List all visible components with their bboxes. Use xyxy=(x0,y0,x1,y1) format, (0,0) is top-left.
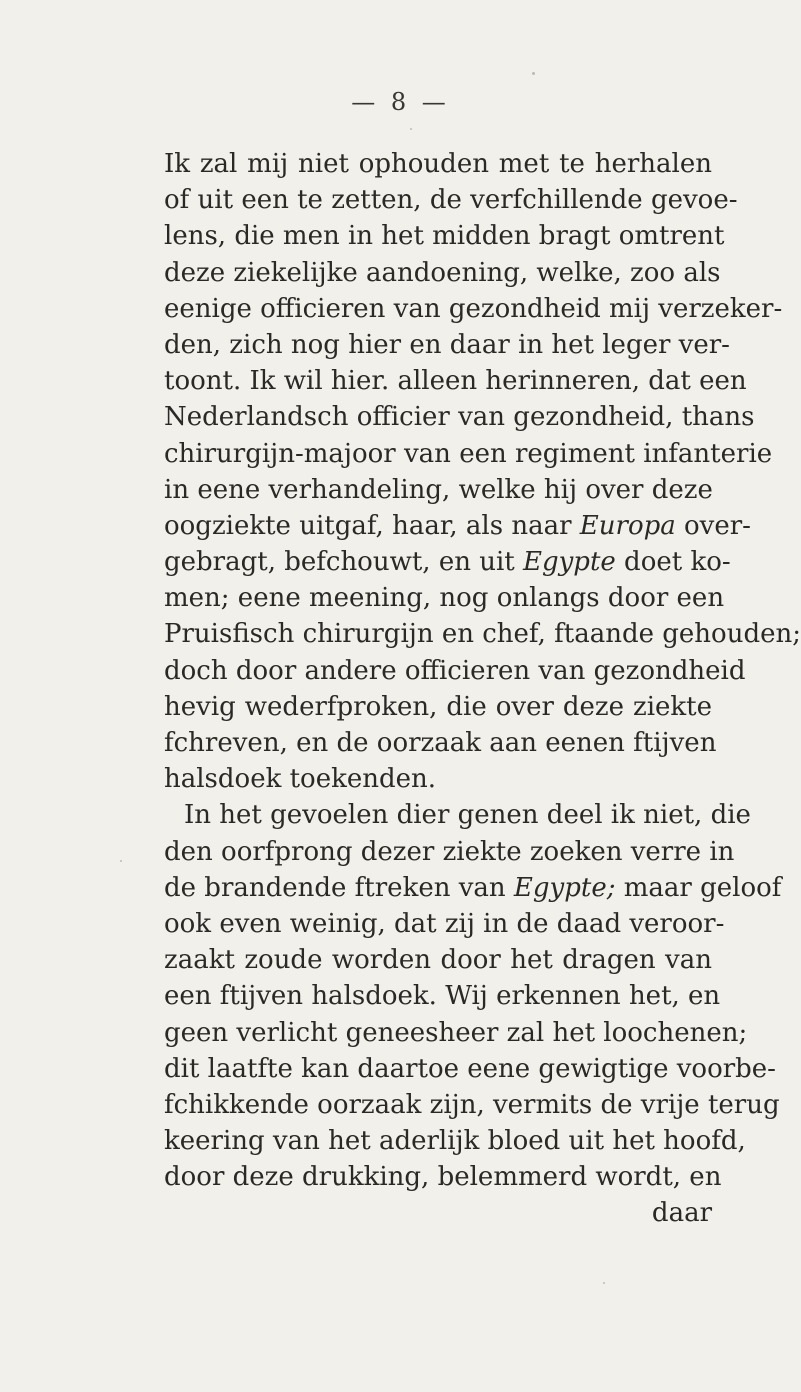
text-line: hevig wederfproken, die over deze ziekte xyxy=(164,691,712,722)
text-segment: gebragt, befchouwt, en uit xyxy=(164,547,523,578)
paper-speck xyxy=(120,860,122,862)
text-line: den oorfprong dezer ziekte zoeken verre in xyxy=(164,836,735,867)
text-line: door deze drukking, belemmerd wordt, en xyxy=(164,1162,722,1193)
paper-speck xyxy=(410,128,412,130)
text-line: ook even weinig, dat zij in de daad veroor- xyxy=(164,908,725,939)
text-line: Nederlandsch officier van gezondheid, thans xyxy=(164,402,755,433)
text-line: in eene verhandeling, welke hij over deze xyxy=(164,474,713,505)
text-line xyxy=(164,508,751,544)
text-line: Ik zal mij niet ophouden met te herhalen xyxy=(164,149,712,179)
text-segment: maar geloof xyxy=(615,872,782,903)
text-segment: doet ko- xyxy=(615,547,731,578)
text-segment: de brandende ftreken van xyxy=(164,872,514,903)
text-line: halsdoek toekenden. xyxy=(164,764,437,795)
paper-speck xyxy=(603,1282,605,1284)
text-line: eenige officieren van gezondheid mij verzeker- xyxy=(164,293,783,324)
text-line: een ftijven halsdoek. Wij erkennen het, en xyxy=(164,981,721,1012)
text-line: den, zich nog hier en daar in het leger ver- xyxy=(164,329,730,360)
text-line: dit laatfte kan daartoe eene gewigtige voorbe- xyxy=(164,1053,776,1084)
text-line: keering van het aderlijk bloed uit het hoofd, xyxy=(164,1126,746,1157)
text-line: fchikkende oorzaak zijn, vermits de vrije terug xyxy=(164,1089,780,1120)
text-segment: over- xyxy=(675,510,751,541)
text-line xyxy=(164,544,731,580)
text-line: men; eene meening, nog onlangs door een xyxy=(164,583,725,614)
text-line: zaakt zoude worden door het dragen van xyxy=(164,945,712,976)
italic-place-name: Egypte xyxy=(523,547,616,578)
text-line: fchreven, en de oorzaak aan eenen ftijven xyxy=(164,728,717,758)
text-line: geen verlicht geneesheer zal het loochenen; xyxy=(164,1017,748,1048)
text-line: doch door andere officieren van gezondheid xyxy=(164,655,746,686)
text-line: lens, die men in het midden bragt omtrent xyxy=(164,221,725,252)
text-line: In het gevoelen dier genen deel ik niet, die xyxy=(184,800,751,831)
text-line: daar xyxy=(651,1198,712,1229)
text-line: toont. Ik wil hier. alleen herinneren, dat een xyxy=(164,366,747,397)
text-line: deze ziekelijke aandoening, welke, zoo als xyxy=(164,257,721,288)
text-line: chirurgijn-majoor van een regiment infanterie xyxy=(164,438,773,469)
text-line: Pruisfisch chirurgijn en chef, ftaande gehouden; xyxy=(164,619,801,650)
text-segment: oogziekte uitgaf, haar, als naar xyxy=(164,510,580,541)
italic-place-name: Europa xyxy=(579,510,676,541)
text-line xyxy=(164,870,782,906)
text-line: of uit een te zetten, de verfchillende gevoe- xyxy=(164,185,738,216)
italic-place-name: Egypte; xyxy=(513,872,616,903)
body-text xyxy=(164,146,801,1232)
paper-speck xyxy=(532,72,535,75)
page-number: — 8 — xyxy=(351,88,450,116)
